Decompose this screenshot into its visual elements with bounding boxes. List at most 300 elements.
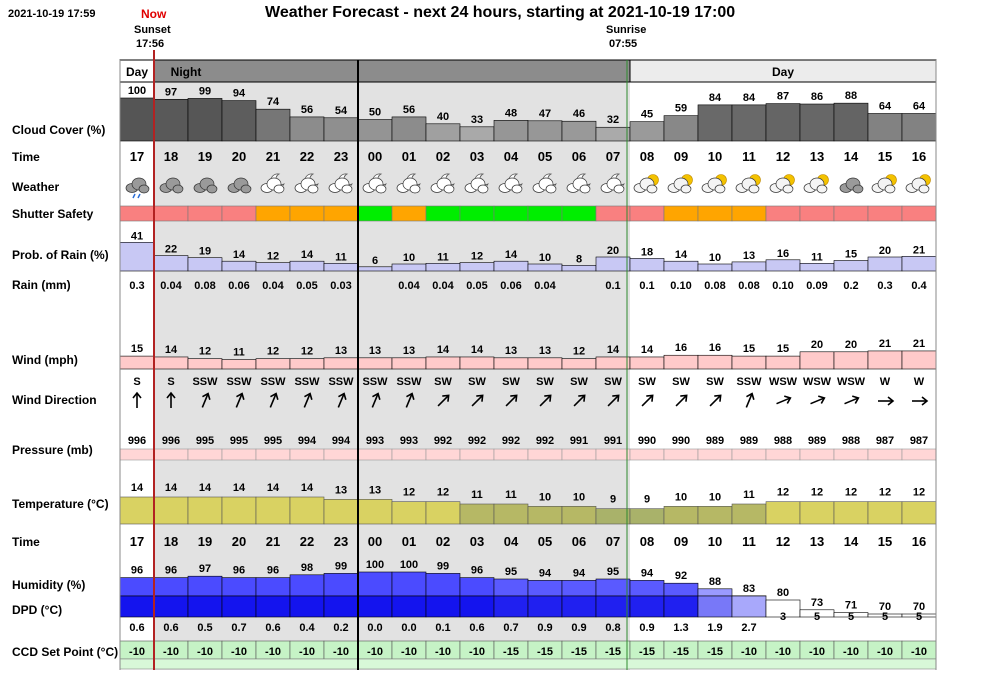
cloud-bar-15	[630, 122, 664, 141]
time-cell-0-17: 10	[707, 149, 723, 164]
wind-value-21: 20	[844, 338, 858, 351]
dpd-bar-15	[630, 596, 664, 617]
cloud-value-14: 32	[606, 114, 620, 127]
temp-value-9: 12	[436, 486, 450, 499]
pressure-bar-20	[800, 449, 834, 460]
time-cell-0-19: 12	[775, 149, 791, 164]
cloud-bar-14	[596, 127, 630, 141]
rain-prob-value-6: 11	[335, 251, 347, 264]
ccd-bottom-strip	[120, 659, 936, 669]
ccd-value-17: -15	[707, 646, 723, 658]
time-cell-1-10: 03	[469, 534, 485, 549]
wind-bar-12	[528, 358, 562, 369]
rain-prob-value-2: 19	[198, 245, 212, 258]
temperature-label: Temperature (°C)	[12, 497, 109, 511]
time-cell-1-21: 14	[843, 534, 859, 549]
ccd-value-18: -10	[741, 646, 757, 658]
dpd-label: DPD (°C)	[12, 603, 63, 617]
ccd-value-9: -10	[435, 646, 451, 658]
temp-value-8: 12	[402, 486, 416, 499]
pressure-value-22: 987	[875, 435, 895, 447]
temp-bar-22	[868, 502, 902, 524]
wind-value-22: 21	[878, 337, 892, 350]
ccd-value-6: -10	[333, 646, 349, 658]
pressure-bar-12	[528, 449, 562, 460]
time-cell-0-22: 15	[877, 149, 893, 164]
wind-value-13: 12	[572, 345, 586, 358]
cloud-bar-9	[426, 124, 460, 141]
humidity-bar-7	[358, 572, 392, 596]
cloud-bar-18	[732, 105, 766, 141]
temp-bar-15	[630, 509, 664, 524]
time-cell-1-20: 13	[809, 534, 825, 549]
cloud-part	[853, 185, 863, 193]
cloud-part	[241, 185, 251, 193]
temp-bar-19	[766, 502, 800, 524]
cloud-value-9: 40	[436, 110, 450, 123]
wind-value-12: 13	[538, 344, 552, 357]
rain-amount-1: 0.04	[160, 280, 182, 292]
time-cell-1-4: 21	[265, 534, 281, 549]
humidity-value-0: 96	[130, 564, 144, 577]
wind-dir-text-11: SW	[502, 376, 520, 388]
shutter-cell-0	[120, 206, 154, 221]
ccd-value-5: -10	[299, 646, 315, 658]
cloud-value-19: 87	[776, 90, 790, 103]
wind-dir-text-18: SSW	[736, 376, 762, 388]
rain-prob-value-16: 14	[674, 249, 688, 262]
pressure-bar-9	[426, 449, 460, 460]
temp-value-16: 10	[674, 491, 688, 504]
pressure-bar-14	[596, 449, 630, 460]
temp-value-23: 12	[912, 486, 926, 499]
wind-value-7: 13	[368, 344, 382, 357]
temp-value-18: 11	[743, 489, 755, 501]
time-cell-1-9: 02	[435, 534, 451, 549]
cloud-part	[274, 185, 284, 193]
wind-bar-7	[358, 358, 392, 369]
pressure-value-13: 991	[569, 435, 589, 447]
time-cell-1-6: 23	[333, 534, 349, 549]
pressure-bar-19	[766, 449, 800, 460]
rain-amount-23: 0.4	[911, 280, 927, 292]
wind-bar-13	[562, 359, 596, 369]
pressure-value-15: 990	[637, 435, 657, 447]
pressure-bar-18	[732, 449, 766, 460]
time-cell-1-15: 08	[639, 534, 655, 549]
temp-bar-2	[188, 497, 222, 524]
wind-bar-8	[392, 358, 426, 369]
temp-bar-4	[256, 497, 290, 524]
pressure-value-20: 989	[807, 435, 827, 447]
cloud-bar-11	[494, 120, 528, 141]
cloud-value-8: 56	[402, 103, 416, 116]
temp-bar-6	[324, 499, 358, 524]
ccd-value-15: -15	[639, 646, 655, 658]
rain-prob-value-22: 20	[878, 245, 892, 257]
wind-value-8: 13	[402, 344, 416, 357]
rain-prob-value-0: 41	[130, 230, 144, 243]
pressure-bar-21	[834, 449, 868, 460]
wind-bar-19	[766, 356, 800, 369]
rain-amount-21: 0.2	[843, 280, 859, 292]
rain-amount-11: 0.06	[500, 280, 522, 292]
dpd-value-11: 0.7	[503, 622, 519, 634]
dpd-value-14: 0.8	[605, 622, 621, 634]
temp-bar-20	[800, 502, 834, 524]
time-cell-0-15: 08	[639, 149, 655, 164]
wind-value-0: 15	[130, 343, 144, 356]
sunset-time: 17:56	[136, 38, 165, 50]
pressure-bar-8	[392, 449, 426, 460]
rain-amount-9: 0.04	[432, 280, 454, 292]
rain-prob-value-17: 10	[708, 252, 722, 264]
rain-prob-value-23: 21	[912, 244, 926, 257]
temp-value-12: 10	[538, 491, 552, 504]
pressure-value-17: 989	[705, 435, 725, 447]
time-cell-0-3: 20	[231, 149, 247, 164]
time-cell-1-0: 17	[129, 534, 145, 549]
pressure-value-19: 988	[773, 435, 793, 447]
wind-dir-text-15: SW	[638, 376, 656, 388]
cloud-value-5: 56	[300, 103, 314, 116]
time-cell-0-5: 22	[299, 149, 315, 164]
humidity-bar-3	[222, 578, 256, 596]
cloud-value-16: 59	[674, 102, 688, 115]
sunrise-time: 07:55	[609, 38, 638, 50]
humidity-bar-14	[596, 579, 630, 596]
time-cell-1-19: 12	[775, 534, 791, 549]
prob-rain-label: Prob. of Rain (%)	[12, 248, 109, 262]
wind-value-5: 12	[300, 345, 314, 358]
cloud-value-1: 97	[164, 86, 178, 99]
cloud-value-15: 45	[640, 108, 654, 121]
dpd-bar-11	[494, 596, 528, 617]
time-label: Time	[12, 150, 40, 164]
rain-amount-14: 0.1	[605, 280, 621, 292]
rain-prob-bar-9	[426, 263, 460, 271]
rain-prob-value-4: 12	[266, 250, 280, 263]
rain-prob-bar-17	[698, 264, 732, 271]
rain-prob-bar-14	[596, 257, 630, 271]
humidity-bar-4	[256, 578, 290, 596]
temp-bar-1	[154, 497, 188, 524]
humidity-bar-8	[392, 572, 426, 596]
wind-value-3: 11	[233, 346, 245, 359]
rain-prob-bar-12	[528, 264, 562, 271]
cloud-value-22: 64	[878, 100, 892, 113]
pressure-value-9: 992	[433, 435, 453, 447]
humidity-value-1: 96	[164, 564, 178, 577]
humidity-value-18: 83	[742, 582, 756, 595]
time-cell-1-11: 04	[503, 534, 519, 549]
rain-prob-bar-13	[562, 265, 596, 271]
rain-amount-17: 0.08	[704, 280, 726, 292]
time-cell-0-0: 17	[129, 149, 145, 164]
cloud-bar-22	[868, 113, 902, 141]
temp-bar-9	[426, 502, 460, 524]
temp-value-19: 12	[776, 486, 790, 499]
temp-bar-14	[596, 509, 630, 524]
dpd-value-8: 0.0	[401, 622, 417, 634]
time-cell-1-17: 10	[707, 534, 723, 549]
temp-bar-10	[460, 504, 494, 524]
temp-bar-23	[902, 502, 936, 524]
wind-dir-text-23: W	[913, 376, 925, 388]
dpd-bar-12	[528, 596, 562, 617]
cloud-value-17: 84	[708, 91, 722, 104]
time-cell-0-8: 01	[401, 149, 417, 164]
time-cell-0-9: 02	[435, 149, 451, 164]
wind-dir-text-3: SSW	[226, 376, 252, 388]
time-cell-1-2: 19	[197, 534, 213, 549]
time-cell-1-14: 07	[605, 534, 621, 549]
dpd-value-0: 0.6	[129, 622, 145, 634]
cloud-part	[376, 185, 386, 193]
wind-value-17: 16	[708, 342, 722, 355]
pressure-bar-4	[256, 449, 290, 460]
dpd-value-10: 0.6	[469, 622, 485, 634]
shutter-cell-15	[630, 206, 664, 221]
dpd-value-3: 0.7	[231, 622, 247, 634]
time-cell-0-13: 06	[571, 149, 587, 164]
shutter-cell-23	[902, 206, 936, 221]
cloud-value-21: 88	[844, 90, 858, 103]
ccd-value-12: -15	[537, 646, 553, 658]
rain-amount-20: 0.09	[806, 280, 828, 292]
temp-value-1: 14	[164, 482, 178, 494]
temp-value-10: 11	[471, 489, 483, 501]
cloud-part	[410, 185, 420, 193]
pressure-bar-22	[868, 449, 902, 460]
wind-dir-text-17: SW	[706, 376, 724, 388]
temp-bar-21	[834, 502, 868, 524]
rain-prob-value-15: 18	[640, 246, 654, 259]
wind-bar-2	[188, 359, 222, 369]
ccd-value-4: -10	[265, 646, 281, 658]
wind-value-1: 14	[164, 343, 178, 356]
humidity-value-20: 73	[810, 596, 824, 609]
cloud-bar-4	[256, 109, 290, 141]
cloud-value-6: 54	[334, 104, 348, 117]
pressure-bar-15	[630, 449, 664, 460]
cloud-part	[885, 185, 895, 193]
wind-dir-text-7: SSW	[362, 376, 388, 388]
cloud-bar-17	[698, 105, 732, 141]
shutter-cell-7	[358, 206, 392, 221]
rain-amount-4: 0.04	[262, 280, 284, 292]
humidity-value-16: 92	[674, 570, 688, 583]
humidity-value-2: 97	[198, 563, 212, 576]
shutter-cell-3	[222, 206, 256, 221]
pressure-bar-16	[664, 449, 698, 460]
cloud-part	[681, 185, 691, 193]
shutter-cell-5	[290, 206, 324, 221]
time-cell-1-12: 05	[537, 534, 553, 549]
sunrise-label: Sunrise	[606, 24, 647, 36]
humidity-value-7: 100	[365, 559, 385, 571]
humidity-value-22: 70	[878, 601, 892, 613]
humidity-bar-15	[630, 580, 664, 596]
humidity-bar-6	[324, 573, 358, 596]
humidity-value-3: 96	[232, 564, 246, 577]
time-cell-0-12: 05	[537, 149, 553, 164]
dpd-bar-16	[664, 596, 698, 617]
rain-amount-19: 0.10	[772, 280, 794, 292]
dpd-value-7: 0.0	[367, 622, 383, 634]
rain-prob-bar-23	[902, 256, 936, 271]
cloud-part	[173, 185, 183, 193]
wind-bar-11	[494, 358, 528, 369]
rain-amount-18: 0.08	[738, 280, 760, 292]
wind-bar-6	[324, 358, 358, 369]
cloud-part	[817, 185, 827, 193]
shutter-cell-9	[426, 206, 460, 221]
cloud-value-3: 94	[232, 87, 246, 100]
cloud-value-11: 48	[504, 107, 518, 120]
rain-prob-value-18: 13	[742, 249, 756, 262]
pressure-value-11: 992	[501, 435, 521, 447]
rain-amount-6: 0.03	[330, 280, 352, 292]
humidity-value-15: 94	[640, 567, 654, 580]
shutter-cell-2	[188, 206, 222, 221]
rain-prob-value-7: 6	[371, 254, 379, 267]
rain-prob-value-3: 14	[232, 249, 246, 262]
dpd-value-13: 0.9	[571, 622, 587, 634]
cloud-part	[749, 185, 759, 193]
cloud-part	[715, 185, 725, 193]
rain-amount-5: 0.05	[296, 280, 318, 292]
shutter-cell-4	[256, 206, 290, 221]
cloud-value-12: 47	[538, 107, 552, 120]
ccd-value-7: -10	[367, 646, 383, 658]
temp-value-13: 10	[572, 491, 586, 504]
wind-bar-21	[834, 352, 868, 369]
time-cell-1-23: 16	[911, 534, 927, 549]
wind-dir-text-12: SW	[536, 376, 554, 388]
dpd-value-19: 3	[779, 611, 787, 623]
wind-bar-9	[426, 357, 460, 369]
humidity-value-14: 95	[606, 566, 620, 578]
cloud-bar-7	[358, 120, 392, 142]
humidity-bar-13	[562, 580, 596, 596]
rain-prob-value-11: 14	[504, 249, 518, 262]
ccd-value-21: -10	[843, 646, 859, 658]
time-cell-0-18: 11	[742, 149, 756, 164]
dpd-value-4: 0.6	[265, 622, 281, 634]
cloud-bar-8	[392, 117, 426, 141]
wind-dir-text-10: SW	[468, 376, 486, 388]
period-header-1	[154, 60, 630, 82]
wind-value-11: 13	[504, 344, 518, 357]
humidity-value-8: 100	[399, 559, 419, 571]
pressure-bar-10	[460, 449, 494, 460]
wind-dir-text-0: S	[133, 376, 141, 388]
shutter-cell-22	[868, 206, 902, 221]
pressure-bar-5	[290, 449, 324, 460]
rain-prob-bar-20	[800, 263, 834, 271]
page-title: Weather Forecast - next 24 hours, starting at 2021-10-19 17:00	[265, 4, 736, 21]
shutter-cell-10	[460, 206, 494, 221]
pressure-value-7: 993	[365, 435, 385, 447]
wind-value-18: 15	[742, 343, 756, 356]
cloud-bar-12	[528, 121, 562, 141]
dpd-value-6: 0.2	[333, 622, 349, 634]
time-cell-1-16: 09	[673, 534, 689, 549]
wind-bar-18	[732, 356, 766, 369]
shutter-cell-16	[664, 206, 698, 221]
humidity-value-12: 94	[538, 567, 552, 580]
cloud-part	[444, 185, 454, 193]
wind-dir-text-21: WSW	[836, 376, 866, 388]
time-cell-0-1: 18	[163, 149, 179, 164]
time-cell-0-4: 21	[265, 149, 281, 164]
wind-dir-text-5: SSW	[294, 376, 320, 388]
rain-prob-bar-4	[256, 263, 290, 271]
rain-prob-bar-3	[222, 261, 256, 271]
temp-bar-18	[732, 504, 766, 524]
humidity-bar-11	[494, 579, 528, 596]
time-cell-0-20: 13	[809, 149, 825, 164]
pressure-bar-7	[358, 449, 392, 460]
pressure-bar-1	[154, 449, 188, 460]
cloud-bar-21	[834, 103, 868, 141]
pressure-value-6: 994	[331, 435, 351, 447]
wind-bar-14	[596, 357, 630, 369]
time-cell-0-11: 04	[503, 149, 519, 164]
humidity-bar-12	[528, 580, 562, 596]
pressure-value-4: 995	[263, 435, 283, 447]
pressure-bar-23	[902, 449, 936, 460]
ccd-value-10: -10	[469, 646, 485, 658]
cloud-part	[342, 185, 352, 193]
ccd-label: CCD Set Point (°C)	[12, 645, 119, 659]
time-cell-1-18: 11	[742, 534, 756, 549]
cloud-part	[478, 185, 488, 193]
cloud-value-18: 84	[742, 91, 756, 104]
cloud-part	[783, 185, 793, 193]
pressure-value-23: 987	[909, 435, 929, 447]
pressure-bar-17	[698, 449, 732, 460]
pressure-value-5: 994	[297, 435, 317, 447]
pressure-value-1: 996	[161, 435, 181, 447]
shutter-cell-18	[732, 206, 766, 221]
time-cell-1-13: 06	[571, 534, 587, 549]
rain-prob-bar-1	[154, 256, 188, 271]
cloud-bar-10	[460, 127, 494, 141]
humidity-value-6: 99	[334, 560, 348, 573]
dpd-value-20: 5	[813, 611, 821, 623]
dpd-bar-10	[460, 596, 494, 617]
time-cell-1-1: 18	[163, 534, 179, 549]
humidity-label: Humidity (%)	[12, 578, 86, 592]
humidity-value-17: 88	[708, 575, 722, 588]
shutter-cell-17	[698, 206, 732, 221]
wind-value-2: 12	[198, 345, 212, 358]
temp-bar-8	[392, 502, 426, 524]
cloud-bar-20	[800, 104, 834, 141]
rain-prob-bar-10	[460, 263, 494, 271]
wind-bar-3	[222, 360, 256, 369]
wind-dir-text-6: SSW	[328, 376, 354, 388]
ccd-value-1: -10	[163, 646, 179, 658]
wind-bar-10	[460, 357, 494, 369]
shutter-cell-11	[494, 206, 528, 221]
cloud-bar-0	[120, 98, 154, 141]
rain-prob-bar-16	[664, 261, 698, 271]
cloud-value-4: 74	[266, 96, 280, 109]
dpd-value-1: 0.6	[163, 622, 179, 634]
